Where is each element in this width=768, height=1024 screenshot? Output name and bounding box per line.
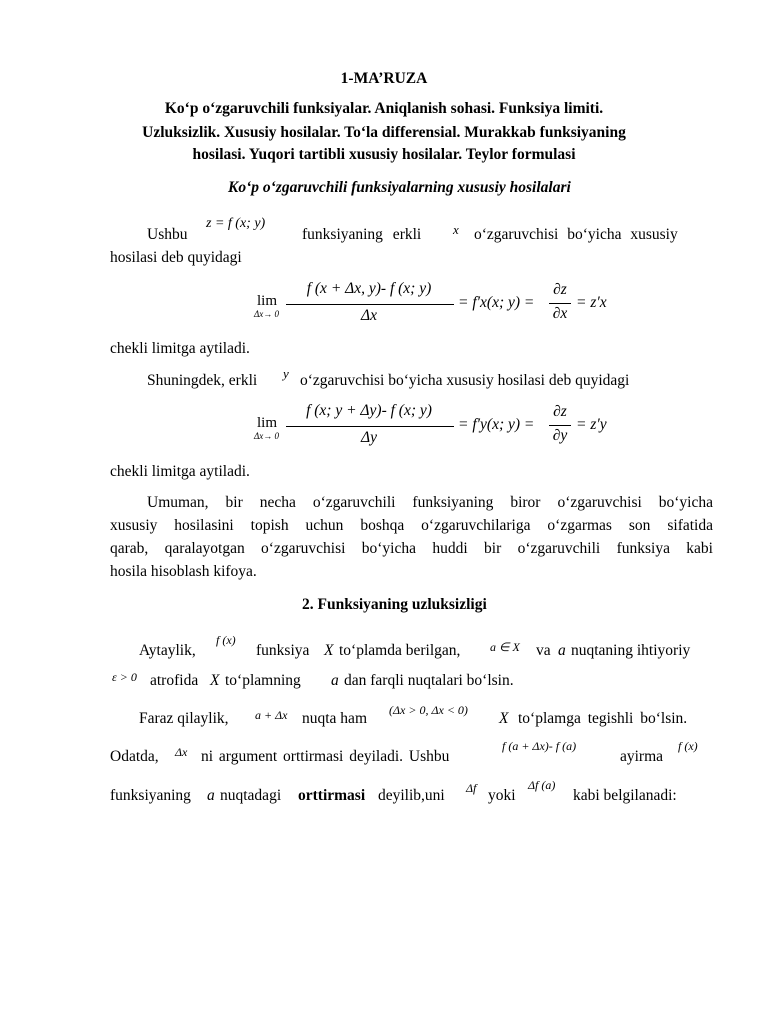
f1-partial-num: ∂z — [553, 281, 567, 298]
p5-line-2: xususiy hosilasini topish uchun boshqa o‘zgaruvchilariga o‘zgarmas son sifatida — [110, 517, 713, 534]
p3-text-2: o‘zgaruvchisi bo‘yicha xususiy hosilasi deb quyidagi — [300, 372, 630, 389]
p6-fx: f (x) — [216, 633, 236, 647]
p6-X: X — [324, 642, 334, 659]
p1-text-3: o‘zgaruvchisi bo‘yicha xususiy — [474, 226, 678, 243]
subtitle-line-3: hosilasi. Yuqori tartibli xususiy hosilalar. Teylor formulasi — [192, 146, 576, 163]
section-heading-1: Ko‘p o‘zgaruvchili funksiyalarning xususiy hosilalari — [228, 179, 571, 196]
p6-text-5: nuqtaning ihtiyoriy — [571, 642, 691, 659]
f2-lim: lim — [257, 415, 278, 431]
p3-text-1: Shuningdek, erkli — [147, 372, 258, 389]
p2: chekli limitga aytiladi. — [110, 340, 250, 357]
p7-a: a — [207, 787, 215, 804]
p7-dfa: Δf (a) — [528, 778, 556, 792]
p6-text-8: dan farqli nuqtalari bo‘lsin. — [344, 672, 514, 689]
p7-dx: Δx — [175, 745, 188, 759]
formula-partial-y — [252, 402, 612, 458]
f2-partial-bar — [549, 425, 571, 426]
p7-bold: orttirmasi — [298, 787, 366, 804]
p7-text-9: deyilib,uni — [378, 787, 445, 804]
section-heading-2: 2. Funksiyaning uzluksizligi — [302, 596, 487, 613]
f2-numerator: f (x; y + Δy)- f (x; y) — [306, 402, 432, 419]
p7-text-7: funksiyaning — [110, 787, 191, 804]
f1-denominator: Δx — [361, 307, 377, 324]
p6-X2: X — [210, 672, 220, 689]
p6-text-6: atrofida — [150, 672, 199, 689]
p6-aX: a ∈ X — [490, 640, 520, 654]
f2-rhs2: = z′y — [576, 416, 607, 433]
p5-line-4: hosila hisoblash kifoya. — [110, 563, 257, 580]
p7-fx: f (x) — [678, 739, 698, 753]
p7-text-6: ayirma — [620, 748, 664, 765]
subtitle-line-2: Uzluksizlik. Xususiy hosilalar. To‘la differensial. Murakkab funksiyaning — [142, 124, 626, 141]
p5-line-3: qarab, qaralayotgan o‘zgaruvchisi bo‘yicha huddi bir o‘zgaruvchili funksiya kabi — [110, 540, 713, 557]
p1-line2: hosilasi deb quyidagi — [110, 249, 242, 266]
f1-lim: lim — [257, 293, 278, 309]
f1-partial-den: ∂x — [552, 305, 568, 322]
f2-partial-num: ∂z — [553, 403, 567, 420]
p7-text-10: yoki — [488, 787, 516, 804]
p3-var: y — [283, 366, 289, 381]
formula-partial-x — [252, 280, 612, 336]
p6-a2: a — [331, 672, 339, 689]
p1-text-2: funksiyaning erkli — [302, 226, 422, 243]
p7-cond: (Δx > 0, Δx < 0) — [389, 703, 468, 717]
f1-fraction-bar — [286, 304, 454, 305]
p6-a: a — [558, 642, 566, 659]
p7-X: X — [499, 710, 509, 727]
p1-expr: z = f (x; y) — [206, 216, 266, 231]
p7-text-11: kabi belgilanadi: — [573, 787, 677, 804]
subtitle-line-1: Ko‘p o‘zgaruvchili funksiyalar. Aniqlanish sohasi. Funksiya limiti. — [164, 100, 604, 117]
p6-text-1: Aytaylik, — [139, 642, 196, 659]
p6-text-4: va — [536, 642, 551, 659]
p7-text-8: nuqtadagi — [220, 787, 282, 804]
f1-limsub: Δx→ 0 — [254, 309, 280, 319]
f2-limsub: Δx→ 0 — [254, 431, 280, 441]
p6-eps: ε > 0 — [112, 670, 137, 684]
p7-text-1: Faraz qilaylik, — [139, 710, 229, 727]
f1-rhs: = f′x(x; y) = — [458, 294, 535, 311]
lecture-title: 1-MA’RUZA — [340, 70, 428, 87]
p5-line-1: Umuman, bir necha o‘zgaruvchili funksiyaning biror o‘zgaruvchisi bo‘yicha — [147, 494, 713, 511]
f1-partial-bar — [549, 303, 571, 304]
p1-var: x — [453, 222, 459, 237]
p7-text-3: to‘plamga tegishli bo‘lsin. — [518, 710, 688, 727]
p6-text-3: to‘plamda berilgan, — [339, 642, 461, 659]
p4: chekli limitga aytiladi. — [110, 463, 250, 480]
f2-fraction-bar — [286, 426, 454, 427]
p7-text-5: ni argument orttirmasi deyiladi. Ushbu — [201, 748, 450, 765]
f2-partial-den: ∂y — [552, 427, 568, 444]
p7-adx: a + Δx — [255, 708, 288, 722]
p7-df: Δf — [466, 781, 477, 795]
f1-numerator: f (x + Δx, y)- f (x; y) — [306, 280, 432, 297]
p7-diff: f (a + Δx)- f (a) — [502, 739, 577, 753]
p1-ushbu: Ushbu — [147, 226, 188, 243]
f2-denominator: Δy — [361, 429, 377, 446]
p7-text-4: Odatda, — [110, 748, 159, 765]
f2-rhs: = f′y(x; y) = — [458, 416, 535, 433]
p7-text-2: nuqta ham — [302, 710, 367, 727]
f1-rhs2: = z′x — [576, 294, 607, 311]
p6-text-7: to‘plamning — [225, 672, 301, 689]
p6-text-2: funksiya — [256, 642, 310, 659]
